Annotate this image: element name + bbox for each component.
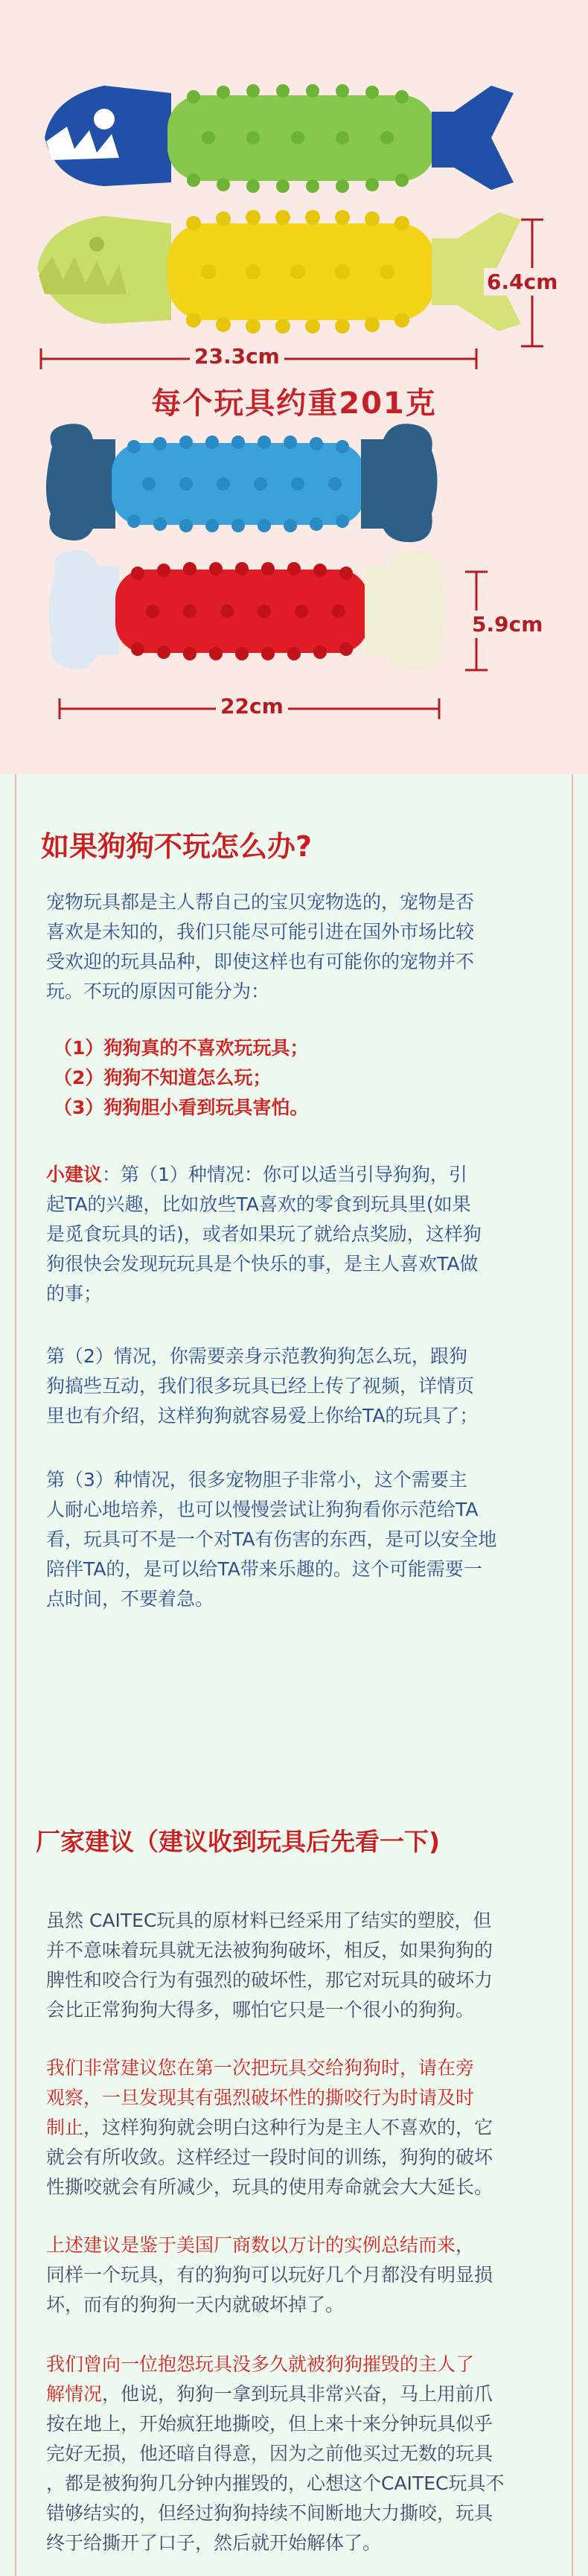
bone-toy-blue [46, 424, 438, 542]
text-line: ，都是被狗狗几分钟内摧毁的，心想这个CAITEC玩具不 [46, 2473, 505, 2494]
text-line: 第（2）情况，你需要亲身示范教狗狗怎么玩，跟狗 [46, 1345, 467, 1367]
text-span: 解情况 [46, 2383, 103, 2405]
text-line: 狗很快会发现玩玩具是个快乐的事，是主人喜欢TA做 [46, 1253, 479, 1275]
text-line: 脾性和咬合行为有强烈的破坏性，那它对玩具的破坏力 [46, 1969, 493, 1991]
bone-toy-white-red [48, 550, 447, 669]
text-line: 坏，而有的狗狗一天内就破坏掉了。 [46, 2294, 345, 2315]
text-line: 错够结实的，但经过狗狗持续不间断地大力撕咬，玩具 [46, 2502, 493, 2524]
advice-paragraph-4 [46, 2350, 543, 2558]
text-line: 人耐心地培养，也可以慢慢尝试让狗狗看你示范给TA [46, 1499, 479, 1520]
reason-item: （2）狗狗不知道怎么玩； [54, 1067, 272, 1088]
fish-toy-green-yellow [37, 210, 521, 334]
manufacturer-advice-section [0, 1787, 588, 2576]
text-line: 性撕咬就会有所减少，玩具的使用寿命就会大大延长。 [46, 2176, 493, 2198]
bone-height-label: 5.9cm [469, 610, 546, 638]
text-span: ， [456, 2234, 475, 2256]
weight-note: 每个玩具约重201克 [151, 386, 437, 421]
text-line: 狗搞些互动，我们很多玩具已经上传了视频，详情页 [46, 1375, 475, 1397]
advice-paragraph-2 [46, 2053, 543, 2202]
bone-width-label: 22cm [216, 694, 288, 718]
text-line: ：第（1）种情况：你可以适当引导狗狗，引 [102, 1164, 467, 1185]
text-line: 里也有介绍，这样狗狗就容易爱上你给TA的玩具了； [46, 1405, 479, 1426]
text-line: 同样一个玩具，有的狗狗可以玩好几个月都没有明显损 [46, 2264, 493, 2286]
advice-paragraph-1 [46, 1906, 543, 2025]
text-line: 玩。不玩的原因可能分为： [46, 981, 270, 1002]
text-line: 完好无损，他还暗自得意，因为之前他买过无数的玩具 [46, 2443, 493, 2464]
reason-item: （1）狗狗真的不喜欢玩玩具； [54, 1037, 309, 1059]
text-line: 受欢迎的玩具品种，即使这样也有可能你的宠物并不 [46, 951, 475, 972]
fish-height-label: 6.4cm [484, 268, 560, 296]
text-line: 我们曾向一位抱怨玩具没多久就被狗狗摧毁的主人了 [46, 2353, 475, 2375]
text-line: 终于给撕开了口子，然后就开始解体了。 [46, 2532, 382, 2554]
text-line: 点时间，不要着急。 [46, 1588, 214, 1610]
advice-paragraph-3 [46, 2231, 543, 2320]
suggestion-case1 [46, 1160, 543, 1309]
product-image-panel [0, 0, 588, 774]
text-span: 制止 [46, 2117, 84, 2138]
text-line: 我们非常建议您在第一次把玩具交给狗狗时，请在旁 [46, 2057, 475, 2079]
text-line: 陪伴TA的，是可以给TA带来乐趣的。这个可能需要一 [46, 1558, 482, 1580]
suggestion-case2 [46, 1342, 543, 1431]
suggestion-label: 小建议 [46, 1164, 103, 1185]
text-line: 按在地上，开始疯狂地撕咬，但上来十来分钟玩具似乎 [46, 2413, 493, 2435]
text-line: 看，玩具可不是一个对TA有伤害的东西，是可以安全地 [46, 1528, 497, 1550]
text-line: 起TA的兴趣，比如放些TA喜欢的零食到玩具里(如果 [46, 1193, 471, 1215]
text-line: 宠物玩具都是主人帮自己的宝贝宠物选的，宠物是否 [46, 891, 475, 913]
text-line: 喜欢是未知的，我们只能尽可能引进在国外市场比较 [46, 921, 475, 943]
faq-intro [46, 887, 543, 1007]
faq-title: 如果狗狗不玩怎么办? [41, 830, 313, 863]
fish-width-label: 23.3cm [190, 344, 284, 369]
text-span: ，他说，狗狗一拿到玩具非常兴奋，马上用前爪 [102, 2383, 493, 2405]
text-line: 的事； [46, 1283, 103, 1304]
text-line: 会比正常狗狗大得多，哪怕它只是一个很小的狗狗。 [46, 1999, 475, 2021]
text-line: 就会有所收敛。这样经过一段时间的训练，狗狗的破坏 [46, 2146, 493, 2168]
faq-section [0, 774, 588, 1787]
text-span: 上述建议是鉴于美国厂商数以万计的实例总结而来 [46, 2234, 456, 2256]
suggestion-case3 [46, 1465, 543, 1614]
fish-toy-blue-green [45, 84, 514, 193]
text-line: 是觅食玩具的话)，或者如果玩了就给点奖励，这样狗 [46, 1223, 482, 1245]
reason-list [54, 1033, 551, 1123]
text-line: 虽然 CAITEC玩具的原材料已经采用了结实的塑胶，但 [46, 1910, 492, 1931]
text-span: ，这样狗狗就会明白这种行为是主人不喜欢的，它 [83, 2117, 493, 2138]
text-line: 第（3）种情况，很多宠物胆子非常小，这个需要主 [46, 1469, 467, 1491]
text-line: 观察，一旦发现其有强烈破坏性的撕咬行为时请及时 [46, 2087, 475, 2108]
text-line: 并不意味着玩具就无法被狗狗破坏，相反，如果狗狗的 [46, 1939, 493, 1961]
advice-title: 厂家建议（建议收到玩具后先看一下) [36, 1827, 441, 1856]
reason-item: （3）狗狗胆小看到玩具害怕。 [54, 1097, 309, 1118]
